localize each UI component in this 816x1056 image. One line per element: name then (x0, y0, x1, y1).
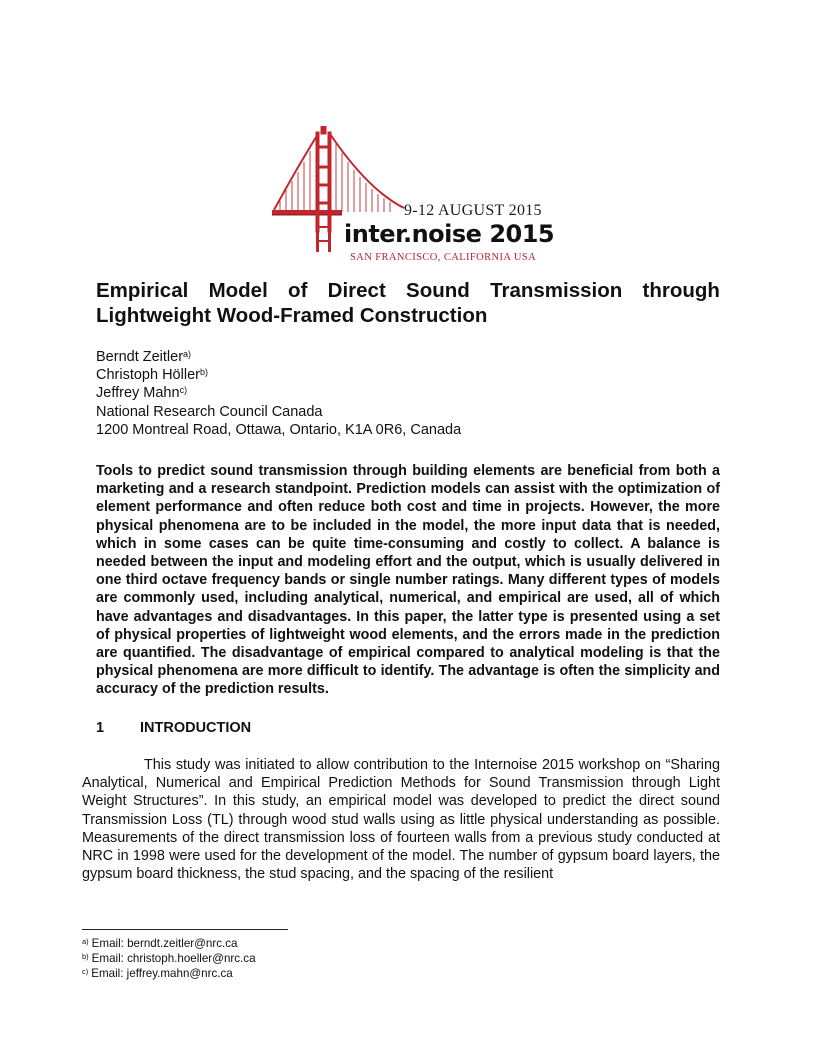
author (96, 366, 461, 384)
section-title: INTRODUCTION (140, 720, 252, 736)
title-word: Model (208, 279, 268, 302)
section-number: 1 (96, 720, 105, 736)
title-word: through (642, 279, 720, 302)
paper-title (96, 278, 720, 328)
footnote (82, 951, 256, 966)
title-line-1 (96, 278, 720, 303)
title-word: Empirical (96, 279, 189, 302)
author-footnote-mark: c) (179, 385, 188, 396)
affiliation-address: 1200 Montreal Road, Ottawa, Ontario, K1A 0R6, Canada (96, 421, 462, 438)
title-word: of (288, 279, 308, 302)
title-word: Transmission (490, 279, 623, 302)
title-word: Sound (406, 279, 470, 302)
footnote (82, 936, 256, 951)
footnotes (82, 936, 256, 981)
footnote-email: Email: christoph.hoeller@nrc.ca (91, 952, 256, 965)
affiliation-org: National Research Council Canada (96, 403, 323, 420)
author-footnote-mark: b) (199, 367, 208, 378)
conference-location: SAN FRANCISCO, CALIFORNIA USA (350, 252, 537, 263)
footnote-mark: b) (82, 952, 89, 961)
author-name: Jeffrey Mahn (96, 385, 180, 402)
footnote (82, 966, 256, 981)
conference-name: inter.noise 2015 (344, 220, 555, 248)
footnote-mark: c) (82, 967, 89, 976)
introduction-paragraph: This study was initiated to allow contribution to the Internoise 2015 workshop on “Sharing Analytical, Numerical and Empirical Prediction Methods for Sound Transmission through Light Weight Structures”. In this study, an empirical model was developed to predict the direct sound Transmission Loss (TL) through wood stud walls using as little physical understanding as possible. Measurements of the direct transmission loss of fourteen walls from a previous study conducted at NRC in 1998 were used for the development of the model. The number of gypsum board layers, the gypsum board thickness, the stud spacing, and the spacing of the resilient (82, 757, 720, 883)
author-block (96, 348, 461, 439)
footnote-email: Email: berndt.zeitler@nrc.ca (91, 937, 238, 950)
author (96, 384, 461, 402)
author-footnote-mark: a) (183, 349, 192, 359)
title-word: Direct (327, 279, 386, 302)
author (96, 348, 461, 366)
abstract: Tools to predict sound transmission through building elements are beneficial from both a marketing and a research standpoint. Prediction models can assist with the optimization of element performance and often reduce both cost and time in projects. However, the more physical phenomena are to be included in the model, the more input data that is needed, which in some cases can be quite time-consuming and costly to collect. A balance is needed between the input and modeling effort and the output, which is usually delivered in one third octave frequency bands or single number ratings. Many different types of models are commonly used, including analytical, numerical, and empirical are used, all of which have advantages and disadvantages. In this paper, the latter type is presented using a set of physical properties of lightweight wood elements, and the errors made in the prediction are quantified. The disadvantage of empirical compared to analytical modeling is that the physical phenomena are more difficult to identify. The advantage is often the simplicity and accuracy of the prediction results. (96, 463, 720, 698)
section-heading (96, 720, 251, 736)
conference-logo (272, 126, 555, 268)
footnote-divider (82, 929, 288, 930)
footnote-mark: a) (82, 937, 89, 946)
author-name: Christoph Höller (96, 367, 200, 384)
title-line-2: Lightweight Wood-Framed Construction (96, 304, 488, 327)
conference-date: 9-12 AUGUST 2015 (404, 202, 542, 219)
author-name: Berndt Zeitler (96, 349, 184, 365)
footnote-email: Email: jeffrey.mahn@nrc.ca (91, 967, 233, 980)
